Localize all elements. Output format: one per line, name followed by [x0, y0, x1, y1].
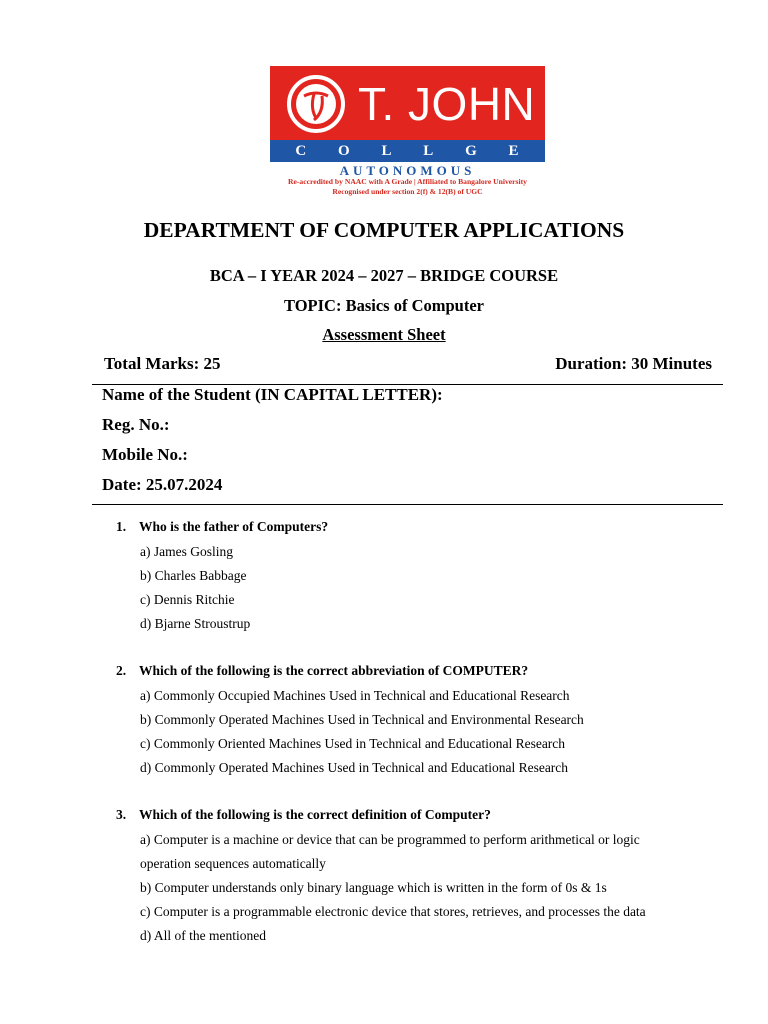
- q1-option-b: b) Charles Babbage: [140, 568, 247, 583]
- q3-option-d: d) All of the mentioned: [140, 928, 266, 943]
- q1-option-c: c) Dennis Ritchie: [140, 592, 235, 607]
- sheet-title: [0, 325, 768, 345]
- question-number: 2.: [116, 663, 127, 678]
- logo-letter: O: [338, 142, 351, 159]
- divider-bottom: [92, 504, 723, 505]
- q2-option-d: d) Commonly Operated Machines Used in Technical and Educational Research: [140, 760, 569, 775]
- college-emblem-icon: [284, 72, 348, 136]
- q2-option-a: a) Commonly Occupied Machines Used in Technical and Educational Research: [140, 688, 570, 703]
- student-name-label: Name of the Student (IN CAPITAL LETTER):: [102, 385, 443, 404]
- accreditation-line-2: Recognised under section 2(f) & 12(B) of UGC: [332, 186, 483, 196]
- logo-letter: G: [465, 142, 478, 159]
- topic-line: TOPIC: Basics of Computer: [284, 296, 484, 315]
- college-logo: [270, 66, 545, 162]
- question-number: 1.: [116, 519, 127, 534]
- logo-accreditation: [250, 177, 565, 196]
- q3-option-c: c) Computer is a programmable electronic device that stores, retrieves, and processes the data: [140, 904, 646, 919]
- logo-autonomous: AUTONOMOUS: [339, 163, 476, 178]
- department-title: DEPARTMENT OF COMPUTER APPLICATIONS: [143, 218, 625, 242]
- duration: Duration: 30 Minutes: [555, 354, 712, 373]
- logo-letter: E: [508, 142, 520, 159]
- q2-option-c: c) Commonly Oriented Machines Used in Technical and Educational Research: [140, 736, 566, 751]
- question-3: [116, 807, 491, 823]
- question-1: [116, 519, 328, 535]
- question-text: Which of the following is the correct definition of Computer?: [139, 807, 491, 822]
- q2-option-b: b) Commonly Operated Machines Used in Technical and Environmental Research: [140, 712, 584, 727]
- logo-name: T. JOHN: [358, 78, 536, 130]
- question-number: 3.: [116, 807, 127, 822]
- q3-option-b: b) Computer understands only binary language which is written in the form of 0s & 1s: [140, 880, 607, 895]
- q3-option-a: a) Computer is a machine or device that can be programmed to perform arithmetical or logic: [140, 832, 640, 847]
- course-line: BCA – I YEAR 2024 – 2027 – BRIDGE COURSE: [209, 266, 559, 285]
- total-marks: Total Marks: 25: [104, 354, 221, 373]
- logo-letter: L: [423, 142, 435, 159]
- q1-option-a: a) James Gosling: [140, 544, 233, 559]
- accreditation-line-1: Re-accredited by NAAC with A Grade | Affiliated to Bangalore University: [288, 177, 527, 186]
- date-label: Date: 25.07.2024: [102, 475, 223, 494]
- logo-red-band: [270, 66, 545, 140]
- mobile-no-label: Mobile No.:: [102, 445, 188, 464]
- reg-no-label: Reg. No.:: [102, 415, 170, 434]
- q1-option-d: d) Bjarne Stroustrup: [140, 616, 251, 631]
- marks-duration-row: [104, 354, 712, 374]
- logo-letter: C: [295, 142, 308, 159]
- logo-letter: L: [381, 142, 393, 159]
- q3-option-a-continued: operation sequences automatically: [140, 856, 326, 871]
- question-2: [116, 663, 528, 679]
- sheet-title-text: Assessment Sheet: [322, 325, 446, 344]
- logo-college-band: [270, 140, 545, 162]
- question-text: Who is the father of Computers?: [139, 519, 329, 534]
- question-text: Which of the following is the correct abbreviation of COMPUTER?: [139, 663, 529, 678]
